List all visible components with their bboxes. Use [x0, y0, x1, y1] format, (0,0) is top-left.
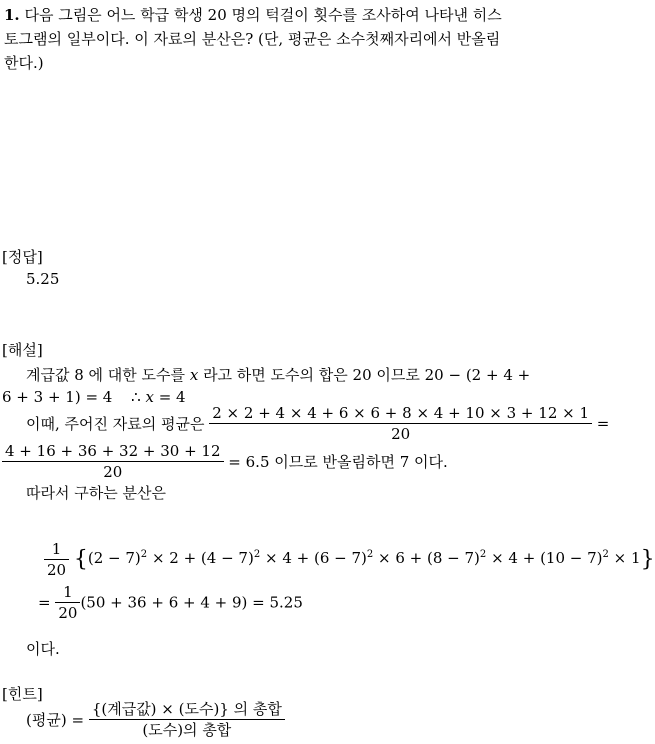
variable-x: x	[189, 366, 199, 384]
problem-line-1: 다음 그림은 어느 학급 학생 20 명의 턱걸이 횟수를 조사하여 나타낸 히스	[24, 6, 502, 24]
hint-label: [힌트]	[2, 685, 43, 703]
equals-sign: =	[596, 414, 610, 433]
mean-fraction-simplified	[2, 442, 224, 481]
solution-ending: 이다.	[26, 640, 60, 658]
variance-sum-expression: $\{(2 - 7)^2 \times 2 + (4 - 7)^2 \times 4 + (6 - 7)^2 \times 6 + (8 - 7)^2 \times 4 + (10 - 7)^2 \times 1\}$	[73, 547, 655, 572]
answer-label: [정답]	[2, 248, 43, 266]
fraction-numerator: 2 × 2 + 4 × 4 + 6 × 6 + 8 × 4 + 10 × 3 + 12 × 1	[209, 404, 592, 424]
solution-text: 계급값 8 에 대한 도수를	[26, 366, 186, 384]
solution-label: [해설]	[2, 341, 43, 359]
equation: 6 + 3 + 1) = 4	[2, 388, 113, 406]
solution-paragraph-2	[26, 404, 609, 443]
problem-statement	[4, 4, 502, 25]
hint-formula	[26, 700, 285, 739]
fraction-denominator: 20	[103, 463, 123, 481]
equals-sign: =	[38, 593, 51, 612]
fraction-numerator: 1	[44, 540, 69, 560]
one-twentieth-fraction	[44, 540, 69, 579]
mean-fraction	[209, 404, 592, 443]
therefore-symbol: ∴	[131, 388, 141, 406]
solution-paragraph-2-cont	[2, 442, 448, 481]
solution-text: 이때, 주어진 자료의 평균은	[26, 415, 205, 433]
fraction-denominator: 20	[391, 425, 411, 443]
fraction-numerator: 4 + 16 + 36 + 32 + 30 + 12	[2, 442, 224, 462]
fraction-denominator: 20	[58, 604, 78, 622]
one-twentieth-fraction	[55, 583, 80, 622]
equation: = 4	[158, 388, 186, 406]
fraction-denominator: 20	[47, 561, 67, 579]
solution-text: 라고 하면 도수의 합은 20 이므로 20 − (2 + 4 +	[203, 366, 531, 384]
variance-result: (50 + 36 + 6 + 4 + 9) = 5.25	[80, 593, 303, 612]
problem-line-3: 한다.)	[4, 54, 44, 72]
close-brace: }	[640, 547, 655, 572]
variance-equation-line-2	[38, 583, 303, 622]
fraction-numerator: {(계급값) × (도수)} 의 총합	[89, 700, 285, 720]
hint-fraction	[89, 700, 285, 739]
hint-lhs: (평균) =	[26, 711, 85, 729]
solution-paragraph-1	[26, 364, 530, 385]
answer-value: 5.25	[26, 270, 60, 288]
variable-x: x	[145, 388, 154, 406]
fraction-numerator: 1	[55, 583, 80, 603]
fraction-denominator: (도수)의 총합	[142, 721, 232, 739]
problem-line-2: 토그램의 일부이다. 이 자료의 분산은? (단, 평균은 소수첫째자리에서 반올림	[4, 30, 501, 48]
open-brace: {	[73, 547, 88, 572]
variance-equation-line-1	[44, 540, 655, 579]
solution-text: = 6.5 이므로 반올림하면 7 이다.	[228, 453, 448, 471]
problem-number: 1.	[4, 6, 20, 24]
solution-paragraph-3: 따라서 구하는 분산은	[26, 484, 166, 502]
